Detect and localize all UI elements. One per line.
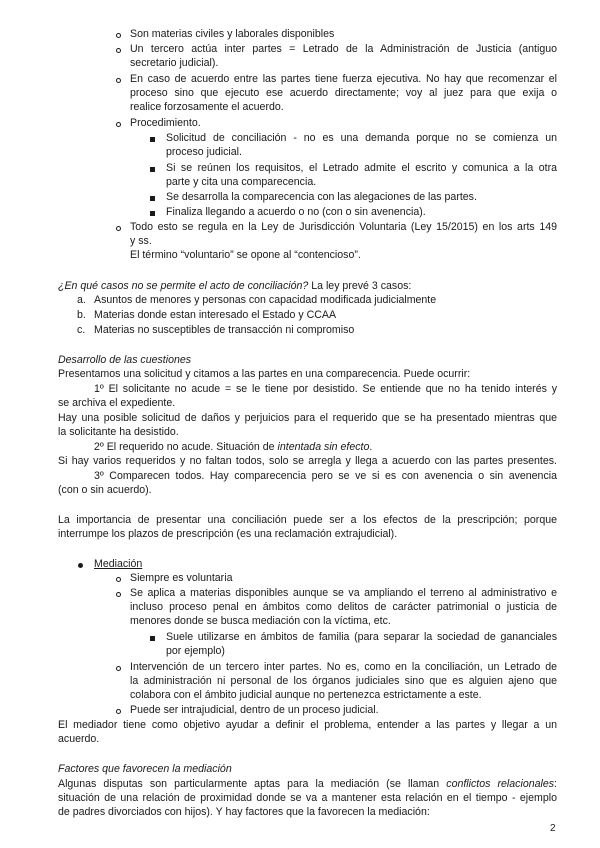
paragraph-line: El mediador tiene como objetivo ayudar a definir el problema, entender a las partes y llegar a un	[58, 719, 557, 731]
list-marker: b.	[77, 309, 86, 321]
list-item-continuation: colabora con el ámbito judicial aunque no pertenezca estrictamente a este.	[130, 689, 482, 701]
bullet-circle-icon	[116, 33, 121, 38]
bullet-circle-icon	[116, 592, 121, 597]
list-item: Procedimiento.	[130, 117, 201, 129]
text-run: Algunas disputas son particularmente aptas para la mediación (se llaman	[58, 778, 447, 790]
list-item: Puede ser intrajudicial, dentro de un proceso judicial.	[130, 704, 379, 716]
bullet-circle-icon	[116, 48, 121, 53]
list-item: En caso de acuerdo entre las partes tiene fuerza ejecutiva. No hay que recomenzar el	[130, 73, 557, 85]
list-marker: a.	[77, 294, 86, 306]
page-number: 2	[550, 823, 556, 834]
paragraph-line: (con o sin acuerdo).	[58, 484, 152, 496]
list-item: Son materias civiles y laborales disponibles	[130, 28, 335, 40]
list-item: Materias no susceptibles de transacción ni compromiso	[94, 324, 355, 336]
list-item-continuation: proceso judicial.	[166, 146, 242, 158]
bullet-square-icon	[150, 636, 155, 641]
section-heading-mediacion: Mediación	[94, 558, 143, 570]
list-item: Materias donde estan interesado el Estado y CCAA	[94, 309, 337, 321]
paragraph-line: Hay una posible solicitud de daños y perjuicios para el requerido que se ha presentado mientras que	[58, 412, 557, 424]
question-italic: ¿En qué casos no se permite el acto de conciliación?	[58, 280, 309, 292]
bullet-circle-icon	[116, 577, 121, 582]
text-run: 2º El requerido no acude. Situación de	[94, 441, 278, 453]
paragraph-line: interrumpe los plazos de prescripción (es una reclamación extrajudicial).	[58, 528, 398, 540]
list-item: Si se reúnen los requisitos, el Letrado admite el escrito y comunica a la otra	[166, 162, 557, 174]
italic-run: conflictos relacionales	[446, 778, 555, 790]
text-run: :	[554, 778, 557, 790]
bullet-circle-icon	[116, 666, 121, 671]
list-item: Se desarrolla la comparecencia con las alegaciones de las partes.	[166, 191, 477, 203]
list-item-continuation: la administración ni personal de los órganos judiciales sino que es alguien ajeno que	[130, 675, 557, 687]
paragraph-line: la solicitante ha desistido.	[58, 426, 179, 438]
section-heading: Desarrollo de las cuestiones	[58, 354, 192, 366]
list-item-continuation: parte y cita una comparecencia.	[166, 176, 317, 188]
bullet-square-icon	[150, 167, 155, 172]
paragraph-line	[94, 440, 372, 454]
list-item-continuation: realice forzosamente el acuerdo.	[130, 101, 284, 113]
paragraph-line: Presentamos una solicitud y citamos a las partes en una comparecencia. Puede ocurrir:	[58, 368, 471, 380]
text-run: .	[369, 441, 373, 453]
bullet-circle-icon	[116, 78, 121, 83]
question-paragraph	[58, 279, 411, 293]
list-item: Se aplica a materias disponibles aunque se va ampliando el terreno al administrativo e	[130, 587, 557, 599]
paragraph-line: 1º El solicitante no acude = se le tiene por desistido. Se entiende que no ha tenido interés y	[94, 383, 557, 395]
list-item-continuation: secretario judicial).	[130, 57, 219, 69]
paragraph-line: situación de una relación de proximidad donde se va a mantener esta relación en el tiempo - ejemplo	[58, 792, 557, 804]
bullet-circle-icon	[116, 709, 121, 714]
paragraph-line: se archiva el expediente.	[58, 397, 176, 409]
list-item: Siempre es voluntaria	[130, 572, 233, 584]
italic-run: intentada sin efecto	[277, 441, 370, 453]
bullet-square-icon	[150, 196, 155, 201]
list-marker: c.	[77, 324, 86, 336]
bullet-square-icon	[150, 211, 155, 216]
list-item: Solicitud de conciliación - no es una demanda porque no se comienza un	[166, 132, 557, 144]
paragraph-line: de padres divorciados con hijos). Y hay factores que la favorecen la mediación:	[58, 806, 430, 818]
list-item-continuation: y ss.	[130, 235, 152, 247]
list-item-continuation: incluso proceso penal en ámbitos como delitos de carácter patrimonial o justicia de	[130, 601, 557, 613]
list-item: Finaliza llegando a acuerdo o no (con o sin avenencia).	[166, 206, 426, 218]
list-item: Suele utilizarse en ámbitos de familia (para separar la sociedad de gananciales	[166, 631, 557, 643]
list-item: Todo esto se regula en la Ley de Jurisdicción Voluntaria (Ley 15/2015) en los arts 149	[130, 221, 557, 233]
bullet-circle-icon	[116, 122, 121, 127]
paragraph-line: acuerdo.	[58, 733, 100, 745]
bullet-circle-icon	[116, 226, 121, 231]
section-heading: Factores que favorecen la mediación	[58, 763, 232, 775]
list-item-continuation: menores donde se busca mediación con la víctima, etc.	[130, 615, 391, 627]
list-item: Un tercero actúa inter partes = Letrado de la Administración de Justicia (antiguo	[130, 43, 557, 55]
list-item-continuation: por ejemplo)	[166, 645, 225, 657]
paragraph-line	[58, 777, 557, 791]
paragraph-line: 3º Comparecen todos. Hay comparecencia pero se ve si es con avenencia o sin avenencia	[94, 470, 557, 482]
bullet-square-icon	[150, 137, 155, 142]
list-item-continuation: El término “voluntario” se opone al “contencioso”.	[130, 249, 361, 261]
bullet-dot-icon	[78, 563, 83, 568]
list-item: Intervención de un tercero inter partes. No es, como en la conciliación, un Letrado de	[130, 661, 557, 673]
paragraph-line: Si hay varios requeridos y no faltan todos, solo se arregla y llega a acuerdo con las partes presentes.	[58, 455, 557, 467]
list-item-continuation: proceso sino que ejecuto ese acuerdo directamente; voy al juez para que exija o	[130, 87, 557, 99]
list-item: Asuntos de menores y personas con capacidad modificada judicialmente	[94, 294, 437, 306]
paragraph-line: La importancia de presentar una conciliación puede ser a los efectos de la prescripción; porque	[58, 514, 557, 526]
question-text: La ley prevé 3 casos:	[308, 280, 412, 292]
